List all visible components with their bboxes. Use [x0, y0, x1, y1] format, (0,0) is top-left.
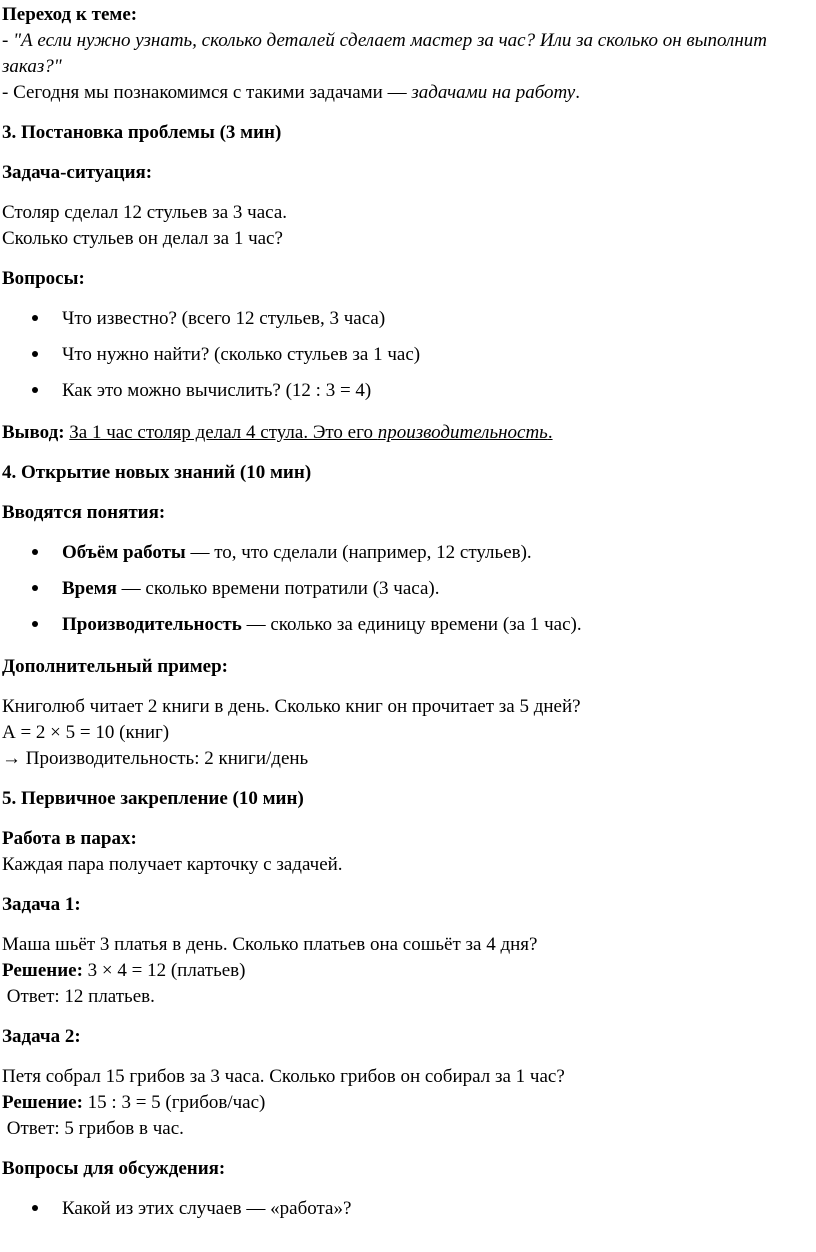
- document-page: [0, 2, 816, 1252]
- section-4-heading: 4. Открытие новых знаний (10 мин): [2, 462, 312, 483]
- list-item: [2, 342, 816, 378]
- concept-term: Время: [62, 578, 117, 599]
- list-item: [2, 1196, 816, 1228]
- task-1-solution-label: Решение:: [2, 960, 83, 981]
- bullet-icon: [32, 351, 38, 357]
- intro-heading: Переход к теме:: [2, 4, 138, 25]
- task-2-solution-value: 15 : 3 = 5 (грибов/час): [82, 1092, 266, 1113]
- task-2-solution: [2, 1090, 816, 1116]
- extra-example-heading: Дополнительный пример:: [2, 656, 229, 677]
- intro-quote-dash: -: [2, 30, 14, 51]
- intro-line-emph: задачами на работу: [411, 82, 576, 103]
- intro-quote: [2, 28, 792, 80]
- list-item: [2, 306, 816, 342]
- list-item-text: Что нужно найти? (сколько стульев за 1 час): [62, 344, 421, 365]
- task-1-solution: [2, 958, 816, 984]
- pairs-text: Каждая пара получает карточку с задачей.: [2, 854, 343, 875]
- intro-line-suffix: .: [575, 82, 580, 103]
- conclusion: [2, 420, 816, 446]
- list-item: [2, 612, 816, 644]
- pairs-heading: Работа в парах:: [2, 828, 137, 849]
- concepts-heading: Вводятся понятия:: [2, 502, 166, 523]
- extra-example-line-1: Книголюб читает 2 книги в день. Сколько книг он прочитает за 5 дней?: [2, 696, 581, 717]
- conclusion-text-main: За 1 час столяр делал 4 стула. Это его: [69, 422, 378, 443]
- conclusion-label: Вывод:: [2, 422, 65, 443]
- conclusion-end: .: [547, 422, 553, 443]
- bullet-icon: [32, 315, 38, 321]
- list-item-text: Какой из этих случаев — «работа»?: [62, 1198, 352, 1219]
- concept-def: — то, что сделали (например, 12 стульев).: [185, 542, 532, 563]
- conclusion-text: [69, 422, 552, 443]
- task-2-text: Петя собрал 15 грибов за 3 часа. Сколько грибов он собирал за 1 час?: [2, 1066, 565, 1087]
- list-item-text: Что известно? (всего 12 стульев, 3 часа): [62, 308, 386, 329]
- task-1-solution-value: 3 × 4 = 12 (платьев): [82, 960, 246, 981]
- bullet-icon: [32, 387, 38, 393]
- section-3-heading: 3. Постановка проблемы (3 мин): [2, 122, 282, 143]
- bullet-icon: [32, 549, 38, 555]
- extra-example-line-3: → Производительность: 2 книги/день: [2, 748, 309, 769]
- intro-quote-text: "А если нужно узнать, сколько деталей сделает мастер за час? Или за сколько он выполнит заказ?": [2, 30, 767, 77]
- list-item-text: Как это можно вычислить? (12 : 3 = 4): [62, 380, 372, 401]
- task-2-answer: Ответ: 5 грибов в час.: [2, 1118, 184, 1139]
- intro-line-prefix: - Сегодня мы познакомимся с такими задачами —: [2, 82, 412, 103]
- task-2-solution-label: Решение:: [2, 1092, 83, 1113]
- concept-term: Объём работы: [62, 542, 186, 563]
- task-2-heading: Задача 2:: [2, 1026, 81, 1047]
- list-item: [2, 378, 816, 410]
- concept-term: Производительность: [62, 614, 242, 635]
- extra-example-line-2: А = 2 × 5 = 10 (книг): [2, 722, 170, 743]
- task-1-heading: Задача 1:: [2, 894, 81, 915]
- task-situation-heading: Задача-ситуация:: [2, 162, 153, 183]
- concepts-list: [2, 540, 816, 644]
- task-1-text: Маша шьёт 3 платья в день. Сколько платьев она сошьёт за 4 дня?: [2, 934, 538, 955]
- list-item: [2, 576, 816, 612]
- bullet-icon: [32, 585, 38, 591]
- bullet-icon: [32, 1205, 38, 1211]
- discussion-heading: Вопросы для обсуждения:: [2, 1158, 226, 1179]
- intro-line: [2, 80, 816, 106]
- concept-def: — сколько времени потратили (3 часа).: [116, 578, 440, 599]
- bullet-icon: [32, 621, 38, 627]
- task-situation-line-2: Сколько стульев он делал за 1 час?: [2, 228, 283, 249]
- task-1-answer: Ответ: 12 платьев.: [2, 986, 155, 1007]
- discussion-list: [2, 1196, 816, 1228]
- list-item: [2, 540, 816, 576]
- section-5-heading: 5. Первичное закрепление (10 мин): [2, 788, 304, 809]
- questions-list: [2, 306, 816, 410]
- questions-heading: Вопросы:: [2, 268, 85, 289]
- concept-def: — сколько за единицу времени (за 1 час).: [241, 614, 582, 635]
- task-situation-line-1: Столяр сделал 12 стульев за 3 часа.: [2, 202, 288, 223]
- conclusion-emph: производительность: [377, 422, 548, 443]
